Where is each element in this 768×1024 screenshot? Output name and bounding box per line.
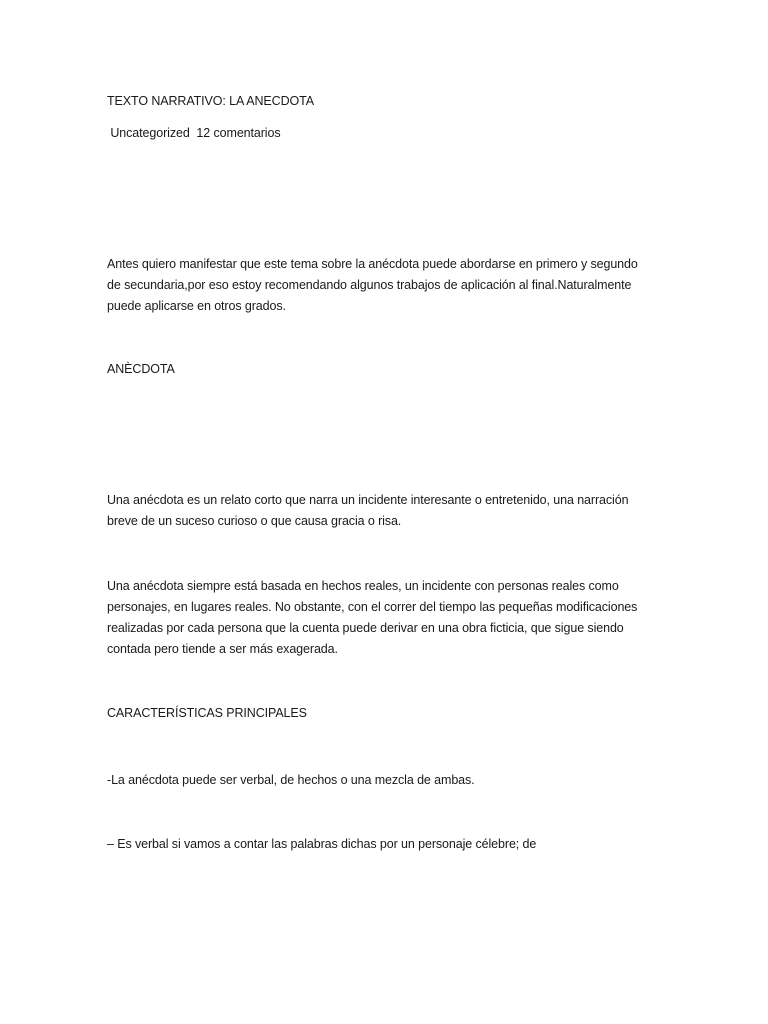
text-line: realizadas por cada persona que la cuenta puede derivar en una obra ficticia, que sigue siendo: [107, 621, 624, 635]
document-title: TEXTO NARRATIVO: LA ANECDOTA: [107, 94, 314, 108]
reality-paragraph: [107, 576, 667, 660]
text-line: contada pero tiende a ser más exagerada.: [107, 642, 338, 656]
text-line: de secundaria,por eso estoy recomendando algunos trabajos de aplicación al final.Naturalmente: [107, 278, 632, 292]
features-heading: CARACTERÍSTICAS PRINCIPALES: [107, 706, 307, 720]
feature-item: – Es verbal si vamos a contar las palabras dichas por un personaje célebre; de: [107, 837, 537, 851]
section-heading-anecdota: ANÈCDOTA: [107, 362, 175, 376]
post-meta: Uncategorized 12 comentarios: [107, 126, 281, 140]
definition-paragraph: [107, 490, 667, 532]
text-line: Una anécdota es un relato corto que narra un incidente interesante o entretenido, una narración: [107, 493, 629, 507]
text-line: Antes quiero manifestar que este tema sobre la anécdota puede abordarse en primero y segundo: [107, 257, 638, 271]
text-line: breve de un suceso curioso o que causa gracia o risa.: [107, 514, 402, 528]
text-line: personajes, en lugares reales. No obstante, con el correr del tiempo las pequeñas modificaciones: [107, 600, 638, 614]
intro-paragraph: [107, 254, 667, 317]
text-line: puede aplicarse en otros grados.: [107, 299, 286, 313]
feature-item: -La anécdota puede ser verbal, de hechos o una mezcla de ambas.: [107, 773, 475, 787]
text-line: Una anécdota siempre está basada en hechos reales, un incidente con personas reales como: [107, 579, 619, 593]
